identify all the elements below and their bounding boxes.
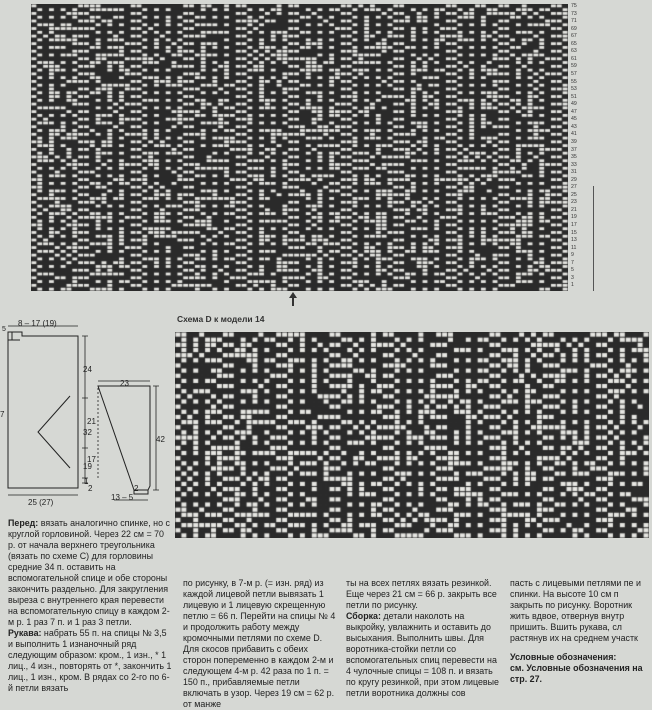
- body-schematic: [0, 318, 95, 503]
- row-number: 69: [571, 25, 577, 32]
- row-number: 55: [571, 78, 577, 85]
- text-column-2: по рисунку, в 7-м р. (= изн. ряд) из каждой лицевой петли вывязать 1 лицевую и 1 лицевую скрещенную петлю = 66 п. Перейти на спицы № 4 и продолжить работу между кромочными петлями по схеме D. Для скосов прибавить с обеих сторон попеременно в каждом 2-м и следующем 4-м р. 42 раза по 1 п. = 150 п., прибавляемые петли включать в узор. Через 19 см = 62 р. от манже: [183, 578, 336, 709]
- row-number: 11: [571, 244, 577, 251]
- row-number: 19: [571, 214, 577, 221]
- chart-top: [31, 4, 568, 291]
- dim-h32: 32: [83, 428, 92, 437]
- row-number: 63: [571, 48, 577, 55]
- row-number: 45: [571, 116, 577, 123]
- chart-top-row-numbers: [571, 4, 585, 291]
- row-number: 23: [571, 199, 577, 206]
- row-number: 7: [571, 259, 574, 266]
- row-number: 15: [571, 229, 577, 236]
- row-number: 39: [571, 138, 577, 145]
- paragraph-sleeves: Рукава: набрать 55 п. на спицы № 3,5 и выполнить 1 изнаночный ряд следующим образом: кром., 1 изн., * 1 лиц., 4 изн., повторять от *, закончить 1 лиц., 1 изн., кром. В рядах со 2-го по 6-й петли вязать: [8, 628, 172, 693]
- row-number: 33: [571, 161, 577, 168]
- row-number: 41: [571, 131, 577, 138]
- dim-h19: 19: [83, 462, 92, 471]
- row-number: 17: [571, 222, 577, 229]
- sleeve-top-width: 23: [120, 379, 129, 388]
- dim-left-height: 7: [0, 410, 5, 419]
- row-number: 35: [571, 154, 577, 161]
- row-number: 29: [571, 176, 577, 183]
- row-number: 71: [571, 18, 577, 25]
- row-number: 1: [571, 282, 574, 289]
- dim-h1: 1: [84, 477, 89, 486]
- sleeve-h42: 42: [156, 435, 165, 444]
- neck-step: [8, 332, 20, 340]
- right-edge-line: [593, 186, 594, 291]
- row-number: 75: [571, 3, 577, 9]
- sleeve-bottom-widths: 13 – 5: [111, 493, 134, 502]
- row-number: 25: [571, 191, 577, 198]
- chart-bottom: [175, 332, 649, 538]
- sleeve-h17: 17: [87, 455, 96, 464]
- dim-top-small: 5: [2, 326, 6, 333]
- text-column-3: ты на всех петлях вязать резинкой. Еще через 21 см = 66 р. закрыть все петли по рисунку. Сборка: детали наколоть на выкройку, увлажнить и оставить до высыхания. Выполнить швы. Для воротника-стойки петли со вспомогательных спиц перевести на 4 чулочные спицы = 108 п. и вязать по кругу резинкой, при этом лицевые петли воротника должны сов: [346, 578, 499, 698]
- sleeve-h21: 21: [87, 417, 96, 426]
- dim-bottom-width: 25 (27): [28, 498, 54, 507]
- row-number: 21: [571, 206, 577, 213]
- center-arrow-icon: [289, 292, 297, 306]
- row-number: 27: [571, 184, 577, 191]
- row-number: 43: [571, 123, 577, 130]
- dim-h2: 2: [88, 484, 93, 493]
- triangle-motif: [38, 396, 70, 468]
- text-column-4: пасть с лицевыми петлями пе и спинки. На высоте 10 см п закрыть по рисунку. Воротник жить вдвое, отвернув внутр пришить. Вшить рукава, сл растянув их на среднем участк Условные обозначения: см. Условные обозначения на стр. 27.: [510, 578, 643, 684]
- row-number: 67: [571, 33, 577, 40]
- chart-bottom-grid: [175, 332, 649, 538]
- dim-top-widths: 8 – 17 (19): [18, 319, 57, 328]
- row-number: 3: [571, 274, 574, 281]
- dim-h24: 24: [83, 365, 92, 374]
- row-number: 65: [571, 40, 577, 47]
- row-number: 53: [571, 86, 577, 93]
- row-number: 13: [571, 237, 577, 244]
- row-number: 47: [571, 108, 577, 115]
- sleeve-outline: [98, 386, 150, 490]
- row-number: 49: [571, 101, 577, 108]
- row-number: 5: [571, 267, 574, 274]
- row-number: 9: [571, 252, 574, 259]
- chart-bottom-caption: Схема D к модели 14: [177, 314, 265, 324]
- chart-top-grid: [31, 4, 568, 291]
- text-column-1: [8, 518, 173, 694]
- row-number: 73: [571, 10, 577, 17]
- row-number: 61: [571, 55, 577, 62]
- row-number: 37: [571, 146, 577, 153]
- row-number: 57: [571, 70, 577, 77]
- row-number: 59: [571, 63, 577, 70]
- row-number: 31: [571, 169, 577, 176]
- paragraph-front: Перед: вязать аналогично спинке, но с круглой горловиной. Через 22 см = 70 р. от начала верхнего треугольника (вязать по схеме C) для горловины средние 34 п. оставить на вспомогательной спице и обе стороны закончить раздельно. Для закругления выреза с внутреннего края перевести на вспомогательную спицу в каждом 2-м р. 1 раз 7 п. и 1 раз 3 петли.: [8, 518, 170, 627]
- sleeve-h2: 2: [134, 484, 139, 493]
- row-number: 51: [571, 93, 577, 100]
